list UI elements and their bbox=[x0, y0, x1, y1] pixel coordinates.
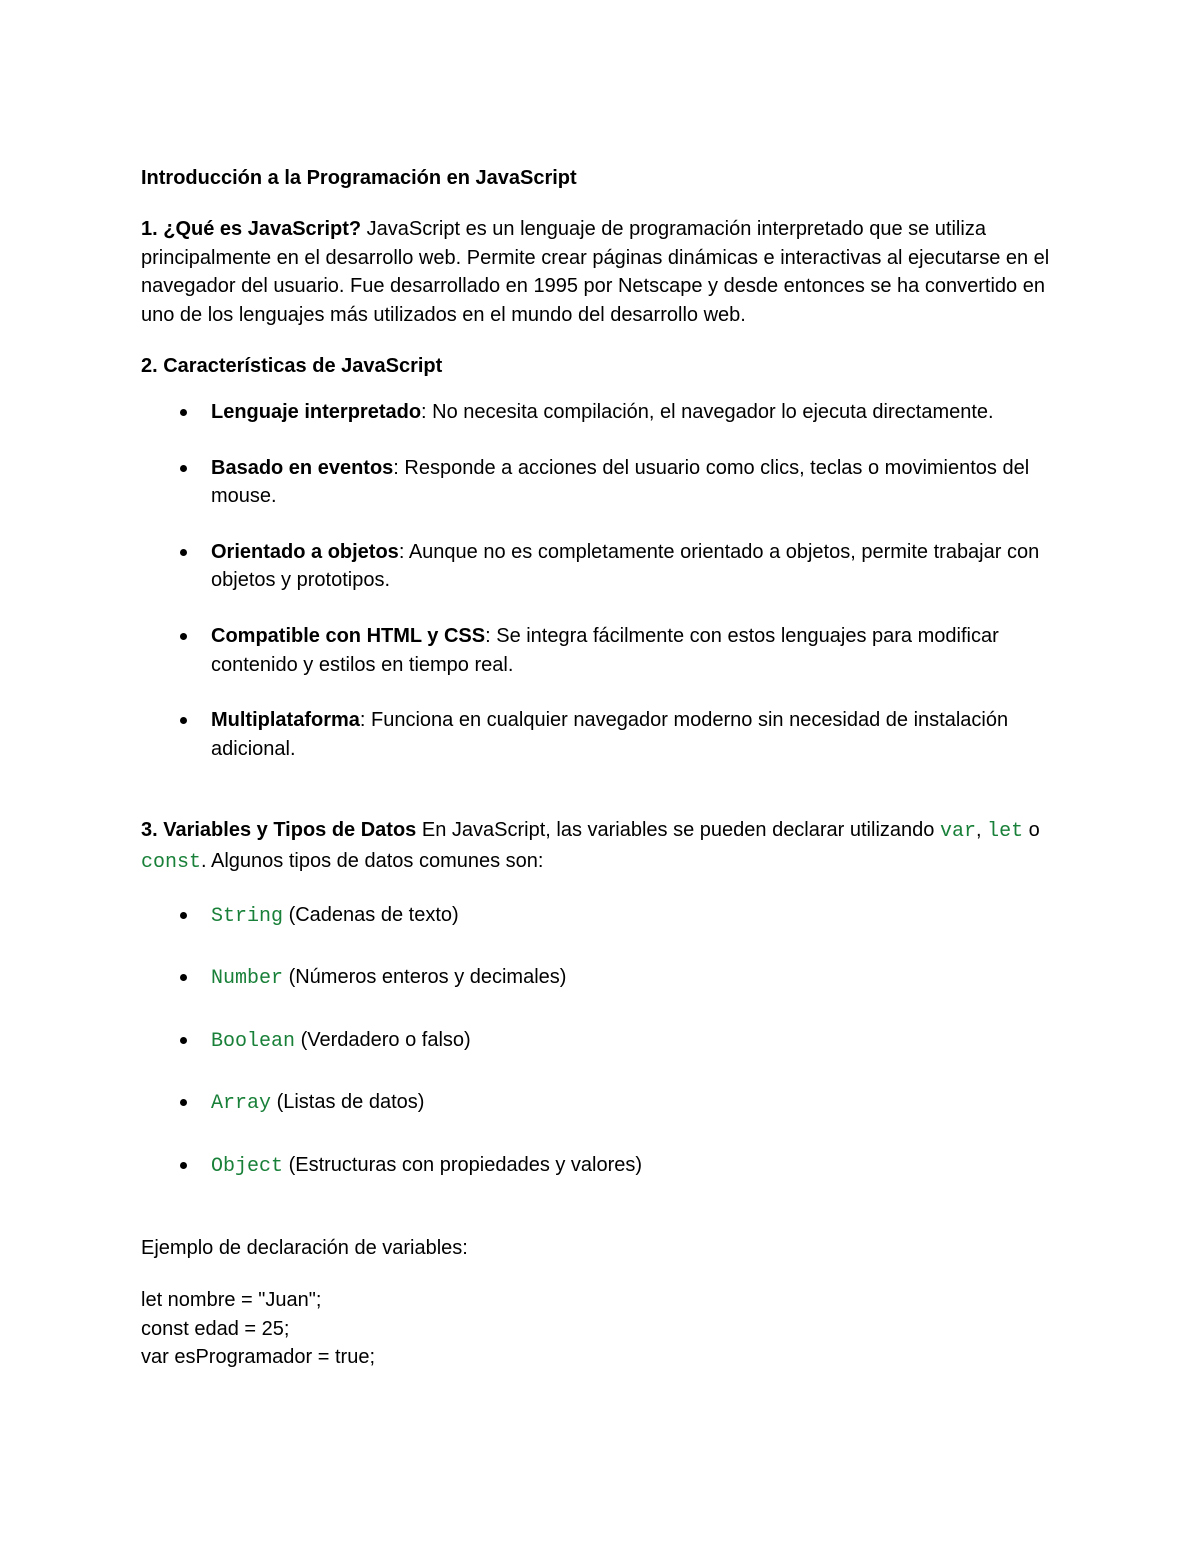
code-line: const edad = 25; bbox=[141, 1317, 290, 1340]
list-item bbox=[141, 538, 1061, 595]
types-list bbox=[141, 901, 1061, 1182]
type-desc: (Estructuras con propiedades y valores) bbox=[283, 1153, 643, 1176]
section-1-body: JavaScript es un lenguaje de programación interpretado que se utiliza principalmente en el desarrollo web. Permite crear páginas dinámicas e interactivas al ejecutarse en el navegador del usuario. Fue desarrollado en 1995 por Netscape y desde entonces se ha convertido en uno de los lenguajes más utilizados en el mundo del desarrollo web. bbox=[141, 218, 1050, 326]
section-1-heading: 1. ¿Qué es JavaScript? bbox=[141, 218, 362, 240]
list-item bbox=[141, 706, 1061, 763]
section-3-intro-1: En JavaScript, las variables se pueden declarar utilizando bbox=[416, 819, 940, 842]
feature-term: Lenguaje interpretado bbox=[211, 400, 422, 423]
keyword-let: let bbox=[987, 820, 1024, 844]
section-3-heading: 3. Variables y Tipos de Datos bbox=[141, 819, 417, 842]
feature-desc: : Se integra fácilmente con estos lenguajes para modificar contenido y estilos en tiempo real. bbox=[211, 624, 999, 676]
code-example bbox=[141, 1286, 1061, 1372]
keyword-const: const bbox=[141, 850, 202, 874]
type-name: Number bbox=[211, 967, 284, 991]
section-1-paragraph bbox=[141, 215, 1061, 329]
type-name: Array bbox=[211, 1092, 272, 1116]
type-desc: (Verdadero o falso) bbox=[295, 1028, 471, 1051]
bullet-icon bbox=[180, 974, 187, 981]
bullet-icon bbox=[180, 633, 187, 640]
bullet-icon bbox=[180, 1037, 187, 1044]
bullet-icon bbox=[180, 465, 187, 472]
list-item bbox=[141, 622, 1061, 679]
spacer bbox=[141, 763, 1061, 816]
feature-desc: : No necesita compilación, el navegador lo ejecuta directamente. bbox=[421, 400, 994, 423]
section-2-heading: 2. Características de JavaScript bbox=[141, 355, 443, 378]
bullet-icon bbox=[180, 409, 187, 416]
feature-desc: : Responde a acciones del usuario como clics, teclas o movimientos del mouse. bbox=[211, 456, 1030, 508]
type-name: Object bbox=[211, 1154, 284, 1178]
type-desc: (Listas de datos) bbox=[271, 1091, 425, 1114]
feature-desc: : Aunque no es completamente orientado a objetos, permite trabajar con objetos y prototipos. bbox=[211, 540, 1040, 592]
document-page bbox=[141, 164, 1061, 1372]
features-list bbox=[141, 398, 1061, 763]
document-title: Introducción a la Programación en JavaScript bbox=[141, 167, 577, 189]
section-3-intro-2: , bbox=[975, 819, 988, 842]
type-desc: (Números enteros y decimales) bbox=[283, 966, 567, 989]
keyword-var: var bbox=[939, 820, 976, 844]
feature-term: Orientado a objetos bbox=[211, 540, 399, 563]
example-label: Ejemplo de declaración de variables: bbox=[141, 1237, 468, 1260]
bullet-icon bbox=[180, 549, 187, 556]
type-desc: (Cadenas de texto) bbox=[283, 903, 459, 926]
spacer bbox=[141, 1181, 1061, 1234]
feature-term: Multiplataforma bbox=[211, 709, 360, 732]
section-3-intro-4: . Algunos tipos de datos comunes son: bbox=[201, 849, 544, 872]
bullet-icon bbox=[180, 1099, 187, 1106]
bullet-icon bbox=[180, 1162, 187, 1169]
section-3-paragraph bbox=[141, 816, 1061, 877]
list-item bbox=[141, 1088, 1061, 1119]
section-3-intro-3: o bbox=[1023, 819, 1040, 842]
bullet-icon bbox=[180, 912, 187, 919]
bullet-icon bbox=[180, 717, 187, 724]
feature-term: Compatible con HTML y CSS bbox=[211, 624, 486, 647]
feature-desc: : Funciona en cualquier navegador moderno sin necesidad de instalación adicional. bbox=[211, 709, 1009, 760]
list-item bbox=[141, 454, 1061, 511]
list-item bbox=[141, 1026, 1061, 1057]
code-line: var esProgramador = true; bbox=[141, 1346, 375, 1369]
type-name: Boolean bbox=[211, 1029, 296, 1053]
list-item bbox=[141, 963, 1061, 994]
feature-term: Basado en eventos bbox=[211, 456, 394, 479]
list-item bbox=[141, 901, 1061, 932]
list-item bbox=[141, 1151, 1061, 1182]
code-line: let nombre = "Juan"; bbox=[141, 1289, 322, 1312]
type-name: String bbox=[211, 904, 284, 928]
list-item bbox=[141, 398, 1061, 427]
